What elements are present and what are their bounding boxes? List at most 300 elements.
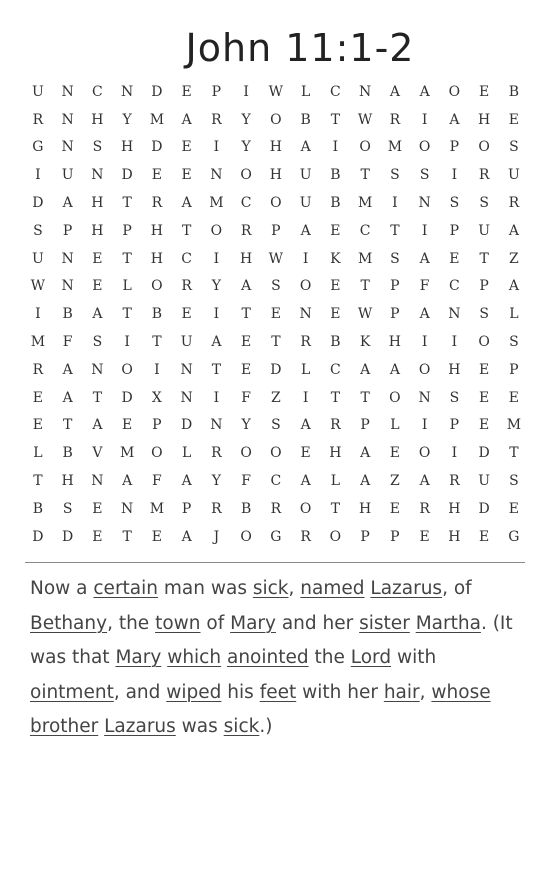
- grid-letter: N: [91, 167, 104, 184]
- grid-letter: P: [62, 222, 73, 239]
- grid-letter: T: [122, 195, 132, 212]
- passage-keyword: Mary: [230, 612, 276, 634]
- grid-letter: B: [62, 306, 73, 323]
- passage-keyword: sister: [359, 612, 410, 634]
- grid-letter: N: [121, 500, 134, 517]
- grid-letter: P: [479, 278, 489, 295]
- grid-letter: T: [241, 306, 251, 323]
- grid-letter: C: [330, 83, 341, 100]
- grid-letter: P: [360, 417, 370, 434]
- grid-letter: R: [300, 528, 311, 545]
- grid-letter: I: [421, 417, 428, 434]
- grid-letter: M: [149, 111, 165, 128]
- grid-letter: Z: [390, 473, 400, 490]
- grid-letter: A: [181, 195, 192, 212]
- grid-letter: M: [357, 195, 373, 212]
- grid-letter: H: [388, 334, 401, 351]
- grid-letter: E: [270, 306, 281, 323]
- grid-letter: T: [360, 278, 370, 295]
- grid-letter: E: [181, 139, 192, 156]
- grid-letter: E: [449, 250, 460, 267]
- grid-letter: N: [61, 111, 74, 128]
- grid-letter: S: [390, 167, 400, 184]
- grid-letter: P: [449, 222, 460, 239]
- grid-letter: H: [91, 222, 104, 239]
- grid-letter: N: [418, 389, 431, 406]
- grid-letter: S: [509, 473, 519, 490]
- grid-letter: A: [300, 139, 311, 156]
- passage-text: ,: [288, 578, 301, 599]
- grid-letter: D: [62, 528, 74, 545]
- grid-letter: N: [61, 83, 74, 100]
- grid-letter: S: [479, 195, 489, 212]
- divider: [25, 562, 525, 563]
- grid-letter: D: [151, 139, 163, 156]
- grid-letter: O: [389, 389, 401, 406]
- grid-letter: S: [449, 195, 460, 212]
- grid-letter: C: [330, 361, 341, 378]
- grid-letter: H: [150, 250, 163, 267]
- grid-letter: R: [211, 111, 222, 128]
- grid-letter: R: [478, 167, 490, 184]
- grid-letter: T: [509, 445, 519, 462]
- grid-letter: I: [302, 389, 309, 406]
- scripture-passage: [30, 572, 525, 745]
- grid-letter: A: [92, 306, 103, 323]
- grid-letter: Y: [122, 111, 132, 128]
- passage-text: ,: [419, 681, 432, 703]
- grid-letter: M: [357, 250, 373, 267]
- grid-letter: U: [478, 222, 491, 239]
- passage-text: with her: [296, 681, 384, 703]
- grid-letter: U: [31, 83, 44, 100]
- grid-letter: A: [62, 195, 73, 212]
- grid-letter: D: [121, 167, 133, 184]
- grid-letter: H: [359, 500, 372, 517]
- grid-letter: P: [152, 417, 162, 434]
- grid-letter: E: [508, 111, 519, 128]
- grid-letter: S: [92, 139, 103, 156]
- grid-letter: E: [479, 389, 490, 406]
- grid-letter: T: [92, 389, 103, 406]
- grid-letter: O: [329, 528, 342, 545]
- grid-letter: E: [330, 278, 341, 295]
- grid-letter: G: [270, 528, 282, 545]
- grid-letter: N: [91, 473, 104, 490]
- grid-letter: E: [241, 334, 252, 351]
- passage-text: , of: [442, 578, 472, 599]
- passage-text: , the: [107, 612, 156, 634]
- grid-letter: D: [270, 361, 282, 378]
- passage-text: his: [221, 681, 260, 703]
- grid-letter: Z: [509, 250, 519, 267]
- grid-letter: B: [330, 167, 341, 184]
- grid-letter: S: [92, 334, 103, 351]
- grid-letter: I: [213, 139, 220, 156]
- passage-text: Now a: [30, 578, 94, 599]
- grid-letter: I: [451, 334, 458, 351]
- grid-letter: A: [62, 389, 73, 406]
- grid-letter: I: [421, 111, 428, 128]
- grid-letter: T: [211, 361, 222, 378]
- grid-letter: I: [124, 334, 130, 351]
- grid-letter: R: [449, 473, 460, 490]
- grid-letter: E: [181, 83, 192, 100]
- grid-letter: M: [149, 500, 165, 517]
- page-title: John 11:1-2: [185, 26, 415, 70]
- grid-letter: A: [300, 417, 311, 434]
- grid-letter: E: [479, 528, 490, 545]
- grid-letter: Y: [241, 139, 251, 156]
- grid-letter: T: [330, 111, 341, 128]
- grid-letter: U: [478, 473, 491, 490]
- grid-letter: A: [360, 473, 371, 490]
- grid-letter: E: [32, 417, 43, 434]
- passage-text: of: [200, 612, 231, 634]
- grid-letter: G: [32, 139, 44, 156]
- grid-letter: B: [62, 445, 73, 462]
- grid-letter: N: [210, 167, 223, 184]
- grid-letter: A: [181, 473, 192, 490]
- grid-letter: Z: [271, 389, 281, 406]
- grid-letter: R: [32, 111, 44, 128]
- grid-letter: S: [449, 389, 460, 406]
- passage-text: , and: [113, 681, 167, 703]
- grid-letter: H: [91, 111, 104, 128]
- grid-letter: B: [240, 500, 252, 517]
- grid-letter: L: [509, 306, 519, 323]
- grid-letter: O: [299, 278, 312, 295]
- passage-keyword: sick: [223, 716, 260, 737]
- grid-letter: F: [419, 278, 430, 295]
- grid-letter: I: [302, 250, 309, 267]
- grid-letter: N: [121, 83, 134, 100]
- grid-letter: O: [448, 83, 461, 100]
- grid-letter: S: [419, 167, 430, 184]
- grid-letter: A: [508, 222, 519, 239]
- grid-letter: B: [330, 195, 341, 212]
- passage-keyword: Lord: [350, 647, 392, 668]
- grid-letter: A: [360, 445, 371, 462]
- grid-letter: L: [181, 445, 192, 462]
- grid-letter: I: [154, 361, 160, 378]
- grid-letter: I: [421, 222, 428, 239]
- grid-letter: S: [271, 417, 281, 434]
- grid-letter: R: [300, 334, 311, 351]
- grid-letter: A: [389, 83, 400, 100]
- grid-letter: U: [180, 334, 193, 351]
- grid-letter: L: [33, 445, 43, 462]
- grid-letter: I: [213, 306, 220, 323]
- passage-keyword: named: [300, 578, 365, 599]
- grid-letter: E: [92, 250, 103, 267]
- grid-letter: H: [91, 195, 104, 212]
- grid-letter: U: [299, 195, 312, 212]
- grid-letter: J: [213, 528, 220, 545]
- grid-letter: E: [508, 389, 519, 406]
- passage-text: . (It was that: [30, 612, 513, 668]
- passage-keyword: hair: [383, 681, 420, 703]
- grid-letter: C: [181, 250, 192, 267]
- grid-letter: A: [122, 473, 133, 490]
- grid-letter: O: [240, 528, 252, 545]
- grid-letter: E: [92, 500, 103, 517]
- passage-keyword: Bethany: [30, 612, 108, 634]
- grid-letter: F: [62, 334, 73, 351]
- grid-letter: P: [390, 528, 400, 545]
- grid-letter: G: [508, 528, 520, 545]
- grid-letter: T: [62, 417, 73, 434]
- grid-letter: O: [240, 445, 252, 462]
- grid-letter: H: [269, 167, 282, 184]
- grid-letter: O: [478, 139, 490, 156]
- grid-letter: T: [122, 528, 132, 545]
- grid-letter: I: [451, 445, 458, 462]
- grid-letter: H: [329, 445, 342, 462]
- grid-letter: M: [30, 334, 46, 351]
- grid-letter: D: [32, 195, 44, 212]
- passage-keyword: Martha: [415, 612, 481, 634]
- grid-letter: B: [32, 500, 44, 517]
- grid-letter: R: [389, 111, 401, 128]
- grid-letter: T: [122, 306, 132, 323]
- grid-letter: L: [330, 473, 341, 490]
- grid-letter: S: [509, 334, 519, 351]
- grid-letter: I: [392, 195, 398, 212]
- grid-letter: A: [508, 278, 519, 295]
- grid-letter: O: [359, 139, 371, 156]
- passage-keyword: town: [155, 612, 201, 634]
- passage-keyword: whose: [431, 681, 491, 703]
- grid-letter: T: [360, 389, 370, 406]
- grid-letter: M: [387, 139, 403, 156]
- grid-letter: A: [241, 278, 252, 295]
- grid-letter: P: [390, 278, 400, 295]
- grid-letter: X: [151, 389, 162, 406]
- grid-letter: D: [151, 83, 163, 100]
- grid-letter: W: [357, 111, 373, 128]
- grid-letter: I: [213, 250, 220, 267]
- passage-keyword: which: [167, 647, 222, 668]
- grid-letter: N: [91, 361, 104, 378]
- grid-letter: E: [389, 445, 400, 462]
- grid-letter: A: [300, 473, 311, 490]
- passage-keyword: brother: [30, 716, 99, 737]
- grid-letter: P: [449, 417, 460, 434]
- grid-letter: H: [240, 250, 253, 267]
- grid-letter: D: [121, 389, 133, 406]
- grid-letter: D: [478, 500, 490, 517]
- grid-letter: B: [330, 334, 341, 351]
- grid-letter: E: [92, 278, 103, 295]
- grid-letter: S: [479, 306, 489, 323]
- grid-letter: I: [421, 334, 428, 351]
- grid-letter: T: [122, 250, 132, 267]
- passage-keyword: Lazarus: [104, 716, 176, 737]
- grid-letter: A: [181, 528, 192, 545]
- passage-text: and her: [275, 612, 360, 634]
- grid-letter: F: [152, 473, 162, 490]
- grid-letter: E: [419, 528, 430, 545]
- grid-letter: R: [270, 500, 282, 517]
- grid-letter: L: [300, 361, 311, 378]
- grid-letter: S: [509, 139, 519, 156]
- grid-letter: T: [330, 500, 341, 517]
- grid-letter: D: [181, 417, 193, 434]
- grid-letter: H: [448, 500, 461, 517]
- grid-letter: S: [271, 278, 281, 295]
- grid-letter: A: [419, 473, 430, 490]
- passage-text: was: [175, 716, 224, 737]
- grid-letter: P: [211, 83, 222, 100]
- grid-letter: T: [181, 222, 192, 239]
- grid-letter: E: [241, 361, 252, 378]
- grid-letter: K: [330, 250, 341, 267]
- grid-letter: L: [122, 278, 132, 295]
- grid-letter: C: [92, 83, 103, 100]
- grid-letter: E: [479, 417, 490, 434]
- grid-letter: E: [32, 389, 43, 406]
- grid-letter: M: [506, 417, 522, 434]
- grid-letter: N: [210, 417, 223, 434]
- grid-letter: S: [33, 222, 43, 239]
- grid-letter: R: [181, 278, 192, 295]
- grid-letter: D: [32, 528, 44, 545]
- grid-letter: Y: [211, 278, 221, 295]
- grid-letter: W: [268, 250, 284, 267]
- passage-keyword: Mary: [115, 647, 162, 668]
- grid-letter: E: [479, 361, 490, 378]
- grid-letter: P: [271, 222, 281, 239]
- grid-letter: F: [241, 389, 251, 406]
- grid-letter: O: [418, 445, 431, 462]
- grid-letter: W: [268, 83, 284, 100]
- passage-keyword: sick: [252, 578, 289, 599]
- grid-letter: Y: [241, 111, 251, 128]
- grid-letter: A: [389, 361, 400, 378]
- grid-letter: E: [479, 83, 490, 100]
- grid-letter: S: [390, 250, 400, 267]
- grid-letter: T: [330, 389, 341, 406]
- grid-letter: I: [243, 83, 249, 100]
- grid-letter: H: [448, 361, 461, 378]
- passage-keyword: Lazarus: [370, 578, 443, 599]
- grid-letter: Y: [241, 417, 251, 434]
- grid-letter: B: [300, 111, 311, 128]
- passage-keyword: ointment: [30, 681, 114, 703]
- grid-letter: E: [151, 528, 162, 545]
- grid-letter: O: [299, 500, 312, 517]
- passage-keyword: anointed: [226, 647, 309, 668]
- grid-letter: R: [330, 417, 341, 434]
- grid-letter: T: [479, 250, 489, 267]
- grid-letter: A: [360, 361, 371, 378]
- grid-letter: L: [300, 83, 311, 100]
- grid-letter: I: [451, 167, 458, 184]
- grid-letter: T: [33, 473, 43, 490]
- grid-letter: I: [35, 167, 41, 184]
- grid-letter: T: [152, 334, 162, 351]
- grid-letter: N: [180, 361, 193, 378]
- grid-letter: E: [330, 222, 341, 239]
- grid-letter: S: [62, 500, 73, 517]
- grid-letter: H: [61, 473, 74, 490]
- grid-letter: P: [509, 361, 519, 378]
- grid-letter: T: [271, 334, 281, 351]
- grid-letter: C: [449, 278, 460, 295]
- grid-letter: E: [330, 306, 341, 323]
- passage-keyword: feet: [259, 681, 297, 703]
- grid-letter: B: [508, 83, 520, 100]
- grid-letter: F: [241, 473, 251, 490]
- grid-letter: O: [270, 111, 282, 128]
- grid-letter: E: [389, 500, 400, 517]
- grid-letter: C: [240, 195, 252, 212]
- grid-letter: N: [61, 139, 74, 156]
- grid-letter: C: [359, 222, 371, 239]
- grid-letter: E: [181, 306, 192, 323]
- grid-letter: O: [151, 278, 163, 295]
- passage-text: man was: [158, 578, 253, 599]
- grid-letter: L: [390, 417, 400, 434]
- grid-letter: O: [478, 334, 490, 351]
- passage-text: with: [391, 647, 437, 668]
- grid-letter: W: [30, 278, 46, 295]
- grid-letter: H: [150, 222, 163, 239]
- grid-letter: R: [240, 222, 252, 239]
- grid-letter: R: [419, 500, 430, 517]
- grid-letter: O: [270, 445, 282, 462]
- grid-letter: A: [419, 250, 430, 267]
- grid-letter: N: [448, 306, 461, 323]
- grid-letter: E: [92, 528, 103, 545]
- grid-letter: N: [61, 250, 74, 267]
- grid-letter: N: [180, 389, 193, 406]
- grid-letter: M: [209, 195, 224, 212]
- grid-letter: C: [270, 473, 282, 490]
- grid-letter: N: [61, 278, 74, 295]
- grid-letter: O: [270, 195, 282, 212]
- grid-letter: O: [418, 139, 431, 156]
- grid-letter: N: [418, 195, 431, 212]
- grid-letter: A: [419, 306, 430, 323]
- grid-letter: R: [211, 445, 222, 462]
- grid-letter: O: [418, 361, 431, 378]
- grid-letter: B: [151, 306, 163, 323]
- grid-letter: P: [122, 222, 132, 239]
- grid-letter: A: [92, 417, 103, 434]
- grid-letter: H: [269, 139, 282, 156]
- grid-letter: A: [181, 111, 192, 128]
- grid-letter: H: [478, 111, 491, 128]
- grid-letter: R: [151, 195, 163, 212]
- grid-letter: P: [360, 528, 370, 545]
- grid-letter: A: [300, 222, 311, 239]
- grid-letter: E: [300, 445, 311, 462]
- grid-letter: P: [181, 500, 192, 517]
- grid-letter: V: [92, 445, 103, 462]
- grid-letter: H: [121, 139, 134, 156]
- grid-letter: I: [213, 389, 220, 406]
- grid-letter: K: [359, 334, 371, 351]
- grid-letter: R: [211, 500, 222, 517]
- grid-letter: M: [119, 445, 135, 462]
- grid-letter: R: [508, 195, 520, 212]
- grid-letter: O: [121, 361, 133, 378]
- grid-letter: I: [332, 139, 339, 156]
- grid-letter: U: [299, 167, 312, 184]
- grid-letter: O: [210, 222, 223, 239]
